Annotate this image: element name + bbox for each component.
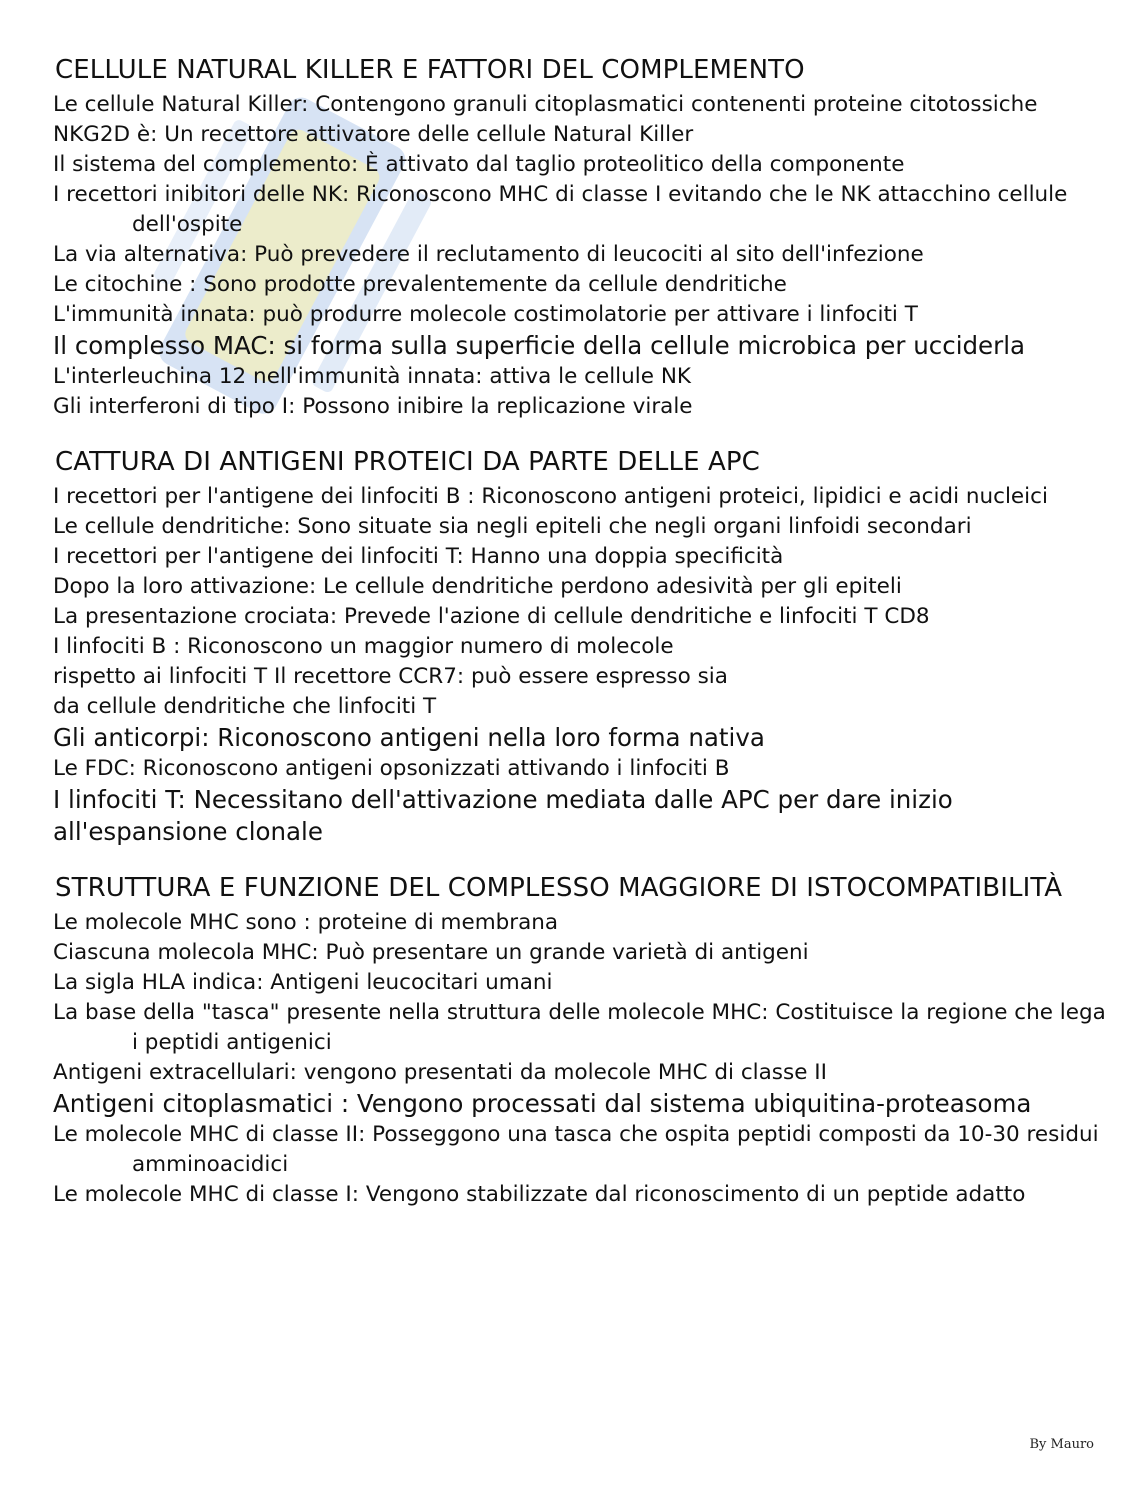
section-mhc (53, 870, 1113, 1210)
document-body (53, 52, 1113, 1210)
text-line: Antigeni citoplasmatici : Vengono processati dal sistema ubiquitina-proteasoma (53, 1089, 1032, 1118)
text-line: La sigla HLA indica: Antigeni leucocitari umani (53, 970, 553, 995)
text-line: Dopo la loro attivazione: Le cellule dendritiche perdono adesività per gli epiteli (53, 574, 902, 599)
section-heading: STRUTTURA E FUNZIONE DEL COMPLESSO MAGGIORE DI ISTOCOMPATIBILITÀ (55, 873, 1063, 903)
text-line: Ciascuna molecola MHC: Può presentare un grande varietà di antigeni (53, 940, 809, 965)
section-nk-complement (53, 52, 1113, 422)
text-line: Le molecole MHC di classe I: Vengono stabilizzate dal riconoscimento di un peptide adatto (53, 1182, 1026, 1207)
text-line: I recettori inibitori delle NK: Riconoscono MHC di classe I evitando che le NK attacchino cellule dell'ospite (53, 182, 1068, 237)
text-line: I recettori per l'antigene dei linfociti B : Riconoscono antigeni proteici, lipidici e acidi nucleici (53, 484, 1048, 509)
text-line: Il sistema del complemento: È attivato dal taglio proteolitico della componente (53, 152, 905, 177)
text-line: da cellule dendritiche che linfociti T (53, 694, 437, 719)
text-line: I linfociti B : Riconoscono un maggior numero di molecole (53, 634, 674, 659)
section-apc-antigens (53, 444, 1113, 848)
text-line: L'interleuchina 12 nell'immunità innata: attiva le cellule NK (53, 364, 691, 389)
text-line: Le cellule dendritiche: Sono situate sia negli epiteli che negli organi linfoidi secondari (53, 514, 972, 539)
text-line: I recettori per l'antigene dei linfociti T: Hanno una doppia specificità (53, 544, 784, 569)
text-line: L'immunità innata: può produrre molecole costimolatorie per attivare i linfociti T (53, 302, 918, 327)
text-line: Le FDC: Riconoscono antigeni opsonizzati attivando i linfociti B (53, 756, 730, 781)
text-line: Antigeni extracellulari: vengono presentati da molecole MHC di classe II (53, 1060, 827, 1085)
text-line: Le citochine : Sono prodotte prevalentemente da cellule dendritiche (53, 272, 787, 297)
text-line: Le molecole MHC sono : proteine di membrana (53, 910, 559, 935)
footer-author: By Mauro (1029, 1437, 1094, 1452)
text-line: Gli interferoni di tipo I: Possono inibire la replicazione virale (53, 394, 693, 419)
text-line: La presentazione crociata: Prevede l'azione di cellule dendritiche e linfociti T CD8 (53, 604, 930, 629)
text-line: Il complesso MAC: si forma sulla superficie della cellule microbica per ucciderla (53, 331, 1026, 360)
text-line: La base della "tasca" presente nella struttura delle molecole MHC: Costituisce la regione che lega i peptidi antigenici (53, 1000, 1106, 1055)
text-line: Le molecole MHC di classe II: Posseggono una tasca che ospita peptidi composti da 10-30 residui amminoacidici (53, 1122, 1099, 1177)
text-line: Gli anticorpi: Riconoscono antigeni nella loro forma nativa (53, 723, 765, 752)
text-line: I linfociti T: Necessitano dell'attivazione mediata dalle APC per dare inizio all'espansione clonale (53, 785, 953, 846)
text-line: La via alternativa: Può prevedere il reclutamento di leucociti al sito dell'infezione (53, 242, 924, 267)
section-heading: CELLULE NATURAL KILLER E FATTORI DEL COMPLEMENTO (55, 55, 805, 85)
text-line: Le cellule Natural Killer: Contengono granuli citoplasmatici contenenti proteine citotossiche NKG2D è: Un recettore attivatore delle cellule Natural Killer (53, 92, 1038, 147)
section-heading: CATTURA DI ANTIGENI PROTEICI DA PARTE DELLE APC (55, 447, 760, 477)
text-line: rispetto ai linfociti T Il recettore CCR7: può essere espresso sia (53, 664, 728, 689)
